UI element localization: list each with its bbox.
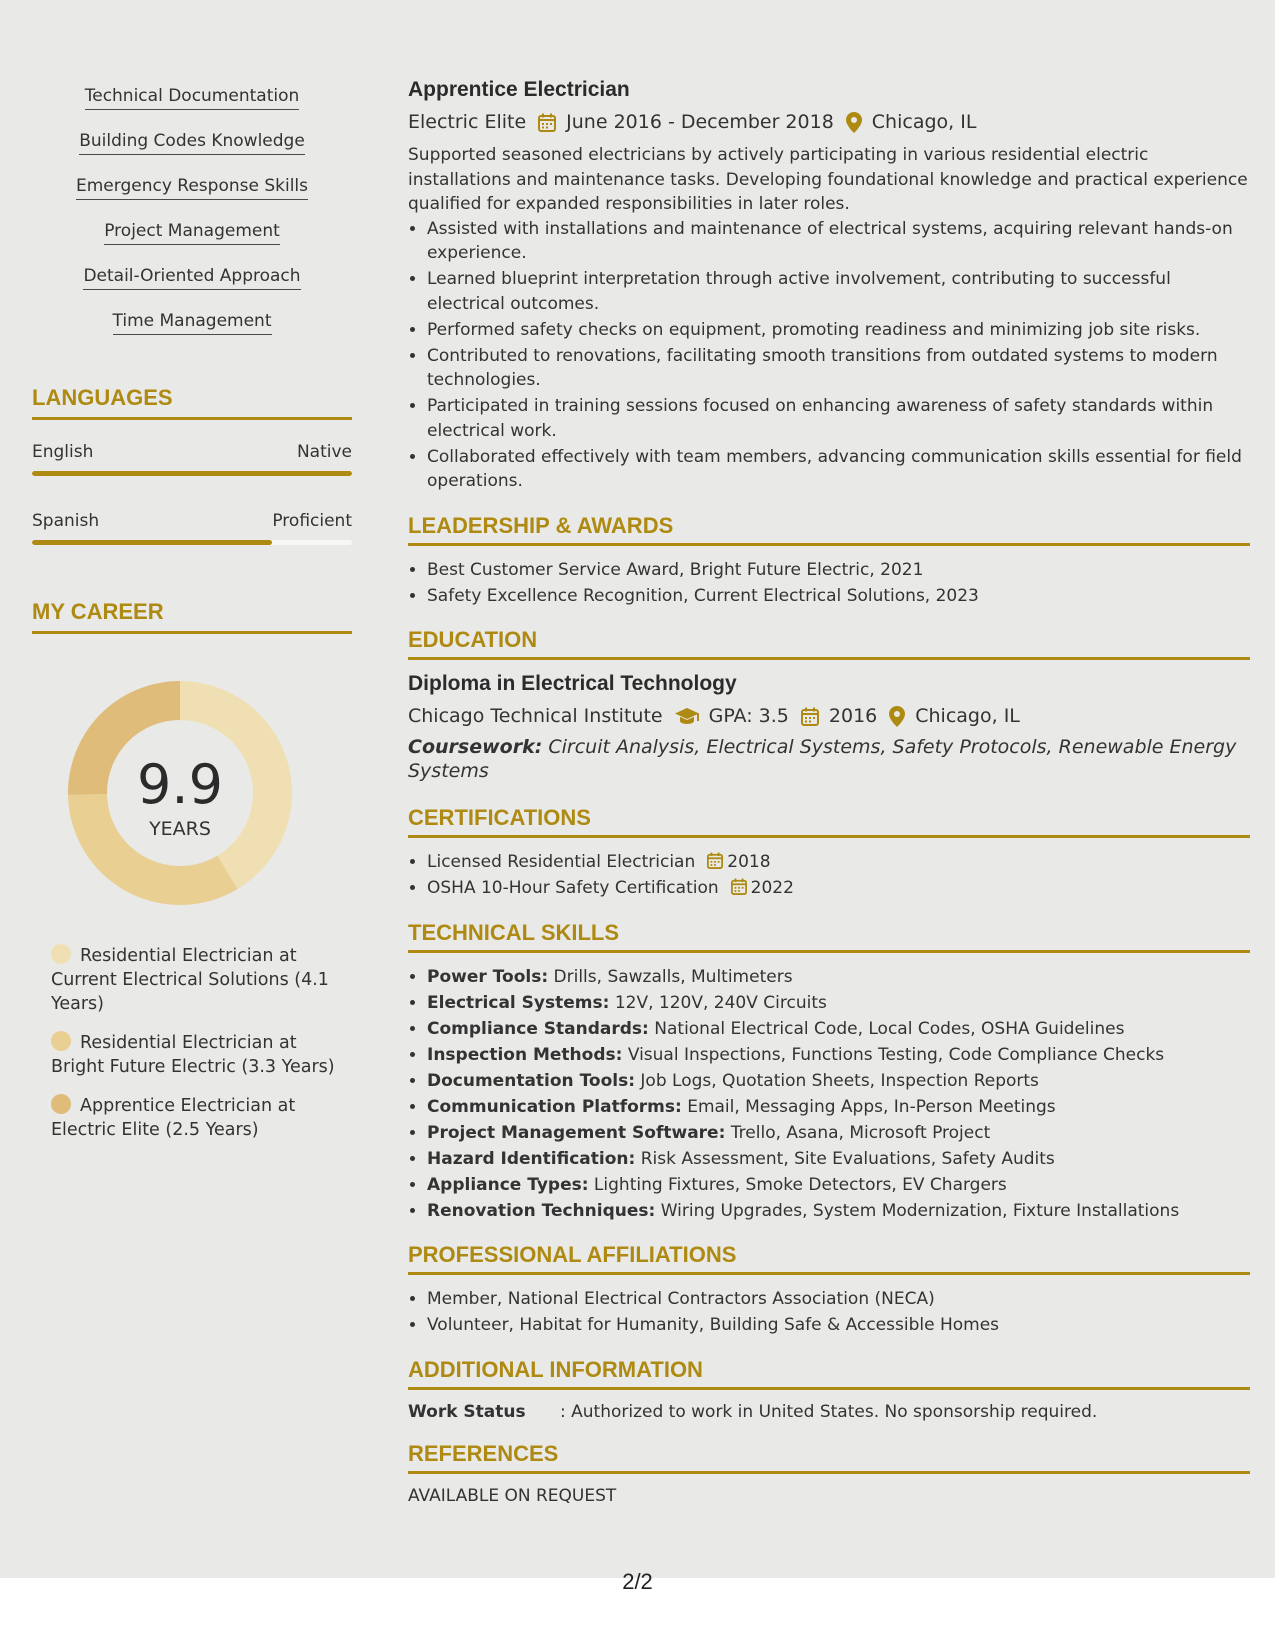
- list-item: • Contributed to renovations, facilitating smooth transitions from outdated systems to modern technologies.: [427, 344, 1250, 393]
- page-number: 2/2: [622, 1569, 653, 1594]
- affiliations-heading: PROFESSIONAL AFFILIATIONS: [408, 1242, 1250, 1275]
- coursework-label: Coursework:: [408, 736, 543, 758]
- school-name: Chicago Technical Institute: [408, 705, 663, 727]
- list-item: • Member, National Electrical Contractors Association (NECA): [427, 1287, 1250, 1312]
- job-location: Chicago, IL: [871, 111, 977, 133]
- legend-item: Residential Electrician at Current Electrical Solutions (4.1 Years): [51, 946, 329, 1014]
- legend-dot: [51, 1031, 71, 1051]
- skill-item: Emergency Response Skills: [32, 176, 352, 221]
- additional-info-heading: ADDITIONAL INFORMATION: [408, 1357, 1250, 1390]
- work-status: [408, 1402, 1250, 1422]
- skill-item: Project Management: [32, 221, 352, 266]
- graduation-cap-icon: [675, 708, 699, 725]
- language-name: English: [32, 442, 94, 462]
- education-year: 2016: [828, 705, 878, 727]
- awards-heading: LEADERSHIP & AWARDS: [408, 513, 1250, 546]
- coursework: [408, 735, 1250, 783]
- location-pin-icon: [846, 112, 862, 133]
- legend-item: Residential Electrician at Bright Future Electric (3.3 Years): [51, 1033, 335, 1077]
- list-item: • Participated in training sessions focused on enhancing awareness of safety standards within electrical work.: [427, 394, 1250, 443]
- job-meta: [408, 111, 1250, 133]
- affiliations-list: [408, 1287, 1250, 1338]
- list-item: • Project Management Software: Trello, Asana, Microsoft Project: [427, 1121, 1250, 1146]
- certifications-heading: CERTIFICATIONS: [408, 805, 1250, 838]
- list-item: • Hazard Identification: Risk Assessment, Site Evaluations, Safety Audits: [427, 1147, 1250, 1172]
- left-column: [32, 86, 352, 1157]
- language-row: [32, 442, 352, 462]
- list-item: • Inspection Methods: Visual Inspections, Functions Testing, Code Compliance Checks: [427, 1043, 1250, 1068]
- education-heading: EDUCATION: [408, 627, 1250, 660]
- language-level: Native: [296, 442, 352, 462]
- right-column: [408, 78, 1250, 1506]
- awards-list: [408, 558, 1250, 609]
- references-text: AVAILABLE ON REQUEST: [408, 1485, 617, 1506]
- career-total: 9.9: [137, 753, 223, 816]
- language-row: [32, 511, 352, 531]
- language-bar-fill: [32, 540, 272, 545]
- list-item: • Collaborated effectively with team members, advancing communication skills essential for field operations.: [427, 445, 1250, 494]
- language-level: Proficient: [272, 511, 352, 531]
- list-item: • Electrical Systems: 12V, 120V, 240V Circuits: [427, 991, 1250, 1016]
- education-location: Chicago, IL: [915, 705, 1020, 727]
- list-item: • Best Customer Service Award, Bright Future Electric, 2021: [427, 558, 1250, 583]
- list-item: • Safety Excellence Recognition, Current Electrical Solutions, 2023: [427, 584, 1250, 609]
- work-status-label: Work Status: [408, 1401, 526, 1422]
- languages-section: [32, 442, 352, 545]
- job-bullets: [408, 217, 1250, 494]
- career-legend: [32, 944, 352, 1142]
- languages-heading: LANGUAGES: [32, 385, 352, 420]
- gpa: GPA: 3.5: [708, 705, 789, 727]
- calendar-icon: [538, 113, 556, 132]
- job-dates: June 2016 - December 2018: [566, 111, 834, 133]
- job-company: Electric Elite: [408, 111, 527, 133]
- skill-list: [32, 86, 352, 356]
- list-item: • Assisted with installations and maintenance of electrical systems, acquiring relevant hands-on experience.: [427, 217, 1250, 266]
- calendar-icon: [707, 852, 723, 869]
- skill-item: Detail-Oriented Approach: [32, 266, 352, 311]
- list-item: • Power Tools: Drills, Sawzalls, Multimeters: [427, 965, 1250, 990]
- list-item: • Communication Platforms: Email, Messaging Apps, In-Person Meetings: [427, 1095, 1250, 1120]
- list-item: • Licensed Residential Electrician 2018: [427, 850, 1250, 875]
- skill-item: Building Codes Knowledge: [32, 131, 352, 176]
- degree-title: Diploma in Electrical Technology: [408, 672, 737, 695]
- career-unit: YEARS: [149, 818, 211, 840]
- coursework-text: Circuit Analysis, Electrical Systems, Safety Protocols, Renewable Energy Systems: [408, 736, 1237, 782]
- work-status-value: : Authorized to work in United States. No sponsorship required.: [560, 1401, 1098, 1422]
- list-item: • Performed safety checks on equipment, promoting readiness and minimizing job site risks.: [427, 318, 1250, 343]
- language-bar: [32, 471, 352, 476]
- language-bar: [32, 540, 352, 545]
- references-heading: REFERENCES: [408, 1441, 1250, 1474]
- job-summary: Supported seasoned electricians by actively participating in various residential electric installations and maintenance tasks. Developing foundational knowledge and practical experience qualified for expanded responsibilities in later roles.: [408, 145, 1248, 214]
- skill-item: Time Management: [32, 311, 352, 356]
- calendar-icon: [801, 707, 819, 726]
- location-pin-icon: [889, 706, 905, 727]
- legend-item: Apprentice Electrician at Electric Elite (2.5 Years): [51, 1096, 296, 1140]
- career-donut: [65, 678, 295, 908]
- list-item: • Appliance Types: Lighting Fixtures, Smoke Detectors, EV Chargers: [427, 1173, 1250, 1198]
- technical-skills-heading: TECHNICAL SKILLS: [408, 920, 1250, 953]
- legend-dot: [51, 1094, 71, 1114]
- list-item: • Renovation Techniques: Wiring Upgrades, System Modernization, Fixture Installations: [427, 1199, 1250, 1224]
- education-meta: [408, 705, 1250, 727]
- skill-item: Technical Documentation: [32, 86, 352, 131]
- list-item: • OSHA 10-Hour Safety Certification 2022: [427, 876, 1250, 901]
- certifications-list: [408, 850, 1250, 901]
- list-item: • Documentation Tools: Job Logs, Quotation Sheets, Inspection Reports: [427, 1069, 1250, 1094]
- legend-dot: [51, 944, 71, 964]
- technical-skills-list: [408, 965, 1250, 1224]
- calendar-icon: [731, 878, 747, 895]
- list-item: • Volunteer, Habitat for Humanity, Building Safe & Accessible Homes: [427, 1313, 1250, 1338]
- list-item: • Compliance Standards: National Electrical Code, Local Codes, OSHA Guidelines: [427, 1017, 1250, 1042]
- list-item: • Learned blueprint interpretation through active involvement, contributing to successful electrical outcomes.: [427, 267, 1250, 316]
- language-bar-fill: [32, 471, 352, 476]
- career-heading: MY CAREER: [32, 599, 352, 634]
- language-name: Spanish: [32, 511, 100, 531]
- job-title: Apprentice Electrician: [408, 78, 630, 101]
